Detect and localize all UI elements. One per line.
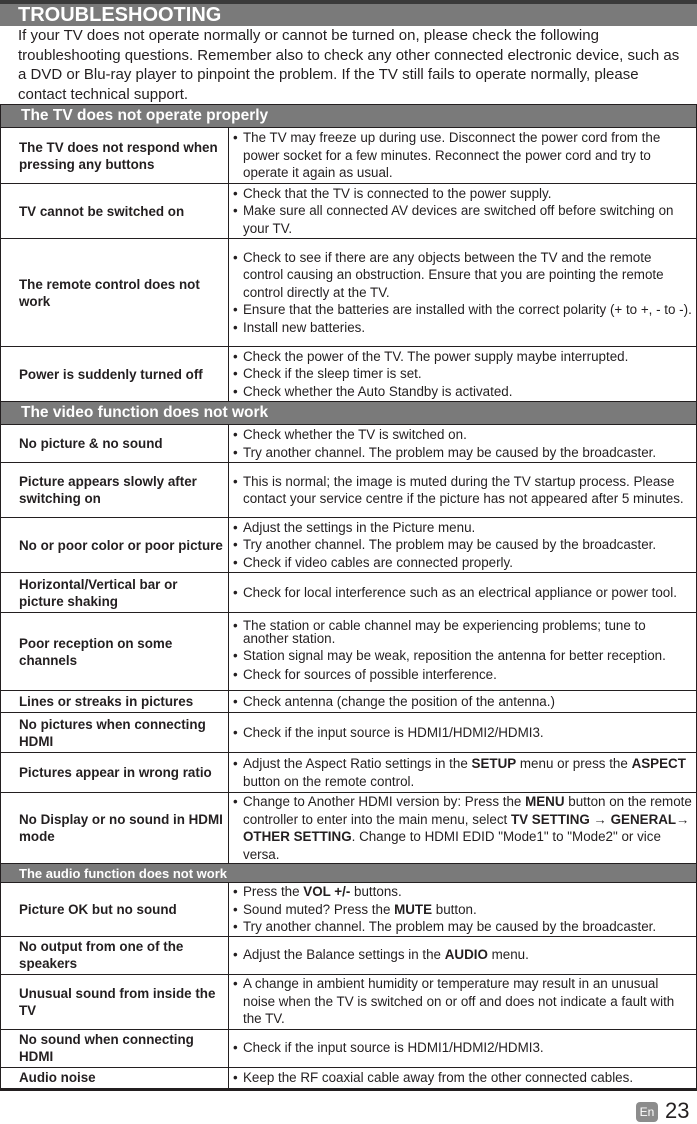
text-segment: Station signal may be weak, reposition the antenna for better reception.	[243, 648, 666, 664]
solution-item	[229, 619, 693, 645]
solution-item	[229, 1069, 693, 1087]
language-badge: En	[636, 1102, 658, 1122]
solution-item	[229, 319, 693, 337]
problem-cell: Picture appears slowly after switching on	[1, 463, 229, 518]
problem-cell: No Display or no sound in HDMI mode	[1, 793, 229, 864]
text-segment: Try another channel. The problem may be caused by the broadcaster.	[243, 537, 657, 553]
solution-cell	[229, 753, 697, 793]
text-segment: Try another channel. The problem may be caused by the broadcaster.	[243, 919, 657, 934]
solution-item	[229, 426, 693, 444]
section-title: The video function does not work	[1, 402, 697, 425]
text-segment: Check if the sleep timer is set.	[243, 366, 422, 382]
text-segment: menu or press the	[516, 756, 632, 771]
text-segment: Make sure all connected AV devices are switched off before switching on your TV.	[243, 203, 674, 236]
table-row	[1, 518, 697, 573]
problem-cell: Unusual sound from inside the TV	[1, 974, 229, 1029]
bold-term: MENU	[525, 794, 565, 809]
solution-cell	[229, 613, 697, 691]
table-row	[1, 613, 697, 691]
solution-item	[229, 755, 693, 790]
text-segment: Adjust the settings in the Picture menu.	[243, 519, 476, 535]
solution-item	[229, 249, 693, 302]
table-row	[1, 974, 697, 1029]
bold-term: MUTE	[394, 901, 433, 917]
text-segment: A change in ambient humidity or temperature may result in an unusual noise when the TV is switched on or off and does not indicate a fault with the TV.	[243, 976, 675, 1027]
section-title: The audio function does not work	[1, 864, 697, 883]
problem-cell: Audio noise	[1, 1067, 229, 1088]
solution-cell	[229, 974, 697, 1029]
section-header	[1, 864, 697, 883]
bold-term: SETUP	[471, 756, 517, 771]
table-row	[1, 1029, 697, 1067]
solution-item	[229, 1039, 693, 1057]
table-row	[1, 239, 697, 347]
solution-cell	[229, 128, 697, 184]
table-row	[1, 347, 697, 402]
text-segment: Check the power of the TV. The power supply maybe interrupted.	[243, 348, 629, 364]
table-row	[1, 883, 697, 937]
solution-item	[229, 554, 693, 572]
bold-term: ASPECT	[631, 756, 686, 771]
text-segment: Check antenna (change the position of the antenna.)	[243, 693, 555, 709]
solution-cell	[229, 347, 697, 402]
text-segment: Check that the TV is connected to the power supply.	[243, 185, 552, 201]
table-row	[1, 713, 697, 753]
text-segment: button on the remote controller to enter into the main menu, select	[243, 794, 692, 827]
solution-item	[229, 883, 693, 901]
troubleshooting-table	[0, 104, 697, 1089]
solution-item	[229, 946, 693, 964]
problem-cell: No output from one of the speakers	[1, 936, 229, 974]
text-segment: Check for sources of possible interference.	[243, 667, 497, 683]
text-segment: Adjust the Aspect Ratio settings in the	[243, 756, 472, 771]
text-segment: Change to Another HDMI version by: Press the	[243, 794, 526, 809]
text-segment: Keep the RF coaxial cable away from the other connected cables.	[243, 1069, 634, 1085]
problem-cell: Picture OK but no sound	[1, 883, 229, 937]
text-segment: The station or cable channel may be experiencing problems; tune to another station.	[243, 618, 646, 647]
text-segment: button.	[432, 901, 477, 917]
table-row	[1, 691, 697, 713]
text-segment: Ensure that the batteries are installed with the correct polarity (+ to +, - to -).	[243, 302, 692, 318]
solution-item	[229, 901, 693, 919]
section-header	[1, 105, 697, 128]
solution-item	[229, 202, 693, 237]
solution-item	[229, 185, 693, 203]
text-segment: . Change to HDMI EDID "Mode1" to "Mode2" or vice versa.	[243, 829, 661, 862]
bold-term: VOL +/-	[303, 884, 351, 899]
text-segment: This is normal; the image is muted during the TV startup process. Please contact your service centre if the picture has not appeared after 5 minutes.	[243, 473, 684, 506]
solution-cell	[229, 184, 697, 239]
solution-item	[229, 383, 693, 401]
solution-item	[229, 793, 693, 863]
problem-cell: Pictures appear in wrong ratio	[1, 753, 229, 793]
solution-cell	[229, 793, 697, 864]
table-row	[1, 936, 697, 974]
solution-cell	[229, 573, 697, 613]
solution-cell	[229, 463, 697, 518]
problem-cell: Power is suddenly turned off	[1, 347, 229, 402]
table-row	[1, 753, 697, 793]
problem-cell: Horizontal/Vertical bar or picture shaking	[1, 573, 229, 613]
text-segment: Check to see if there are any objects between the TV and the remote control causing an obstruction. Ensure that you are pointing the remote control directly at the TV.	[243, 249, 664, 300]
table-row	[1, 463, 697, 518]
solution-cell	[229, 883, 697, 937]
table-row	[1, 425, 697, 463]
text-segment: Sound muted? Press the	[243, 901, 395, 917]
solution-item	[229, 975, 693, 1028]
table-row	[1, 1067, 697, 1088]
intro-paragraph: If your TV does not operate normally or cannot be turned on, please check the following troubleshooting questions. Remember also to check any other connected electronic device, such as a DVD or Blu-ray player to pinpoint the problem. If the TV still fails to operate normally, please contact technical support.	[18, 27, 680, 103]
problem-cell: No or poor color or poor picture	[1, 518, 229, 573]
bold-term: AUDIO	[444, 947, 488, 963]
solution-cell	[229, 713, 697, 753]
solution-item	[229, 301, 693, 319]
problem-cell: No pictures when connecting HDMI	[1, 713, 229, 753]
solution-item	[229, 536, 693, 554]
text-segment: buttons.	[350, 884, 402, 899]
problem-cell: Lines or streaks in pictures	[1, 691, 229, 713]
solution-item	[229, 584, 693, 602]
text-segment: The TV may freeze up during use. Disconnect the power cord from the power socket for a few minutes. Reconnect the power cord and try to operate it again as usual.	[243, 130, 661, 181]
solution-item	[229, 666, 693, 684]
footer-rule	[0, 1089, 697, 1091]
page-title: TROUBLESHOOTING	[0, 4, 697, 26]
text-segment: Check for local interference such as an electrical appliance or power tool.	[243, 584, 677, 600]
text-segment: Press the	[243, 884, 304, 899]
problem-cell: Poor reception on some channels	[1, 613, 229, 691]
solution-item	[229, 365, 693, 383]
solution-cell	[229, 691, 697, 713]
solution-cell	[229, 1029, 697, 1067]
solution-cell	[229, 936, 697, 974]
table-row	[1, 184, 697, 239]
text-segment: Check whether the Auto Standby is activated.	[243, 383, 513, 399]
solution-item	[229, 693, 693, 711]
solution-item	[229, 918, 693, 936]
solution-cell	[229, 239, 697, 347]
text-segment: Install new batteries.	[243, 319, 366, 335]
solution-item	[229, 348, 693, 366]
text-segment: Check if video cables are connected properly.	[243, 554, 513, 570]
bold-term: TV SETTING → GENERAL→ OTHER SETTING	[243, 811, 690, 844]
solution-item	[229, 649, 693, 662]
problem-cell: The TV does not respond when pressing any buttons	[1, 128, 229, 184]
page-number: 23	[665, 1098, 690, 1123]
table-row	[1, 793, 697, 864]
text-segment: Check whether the TV is switched on.	[243, 427, 467, 442]
solution-cell	[229, 425, 697, 463]
text-segment: button on the remote control.	[243, 773, 415, 789]
text-segment: Check if the input source is HDMI1/HDMI2/HDMI3.	[243, 1040, 544, 1056]
section-title: The TV does not operate properly	[1, 105, 697, 128]
section-header	[1, 402, 697, 425]
text-segment: Adjust the Balance settings in the	[243, 947, 445, 963]
problem-cell: No sound when connecting HDMI	[1, 1029, 229, 1067]
solution-item	[229, 519, 693, 537]
solution-item	[229, 444, 693, 462]
solution-cell	[229, 1067, 697, 1088]
text-segment: menu.	[487, 947, 529, 963]
solution-cell	[229, 518, 697, 573]
table-row	[1, 128, 697, 184]
problem-cell: The remote control does not work	[1, 239, 229, 347]
text-segment: Try another channel. The problem may be caused by the broadcaster.	[243, 444, 657, 460]
solution-item	[229, 129, 693, 182]
text-segment: Check if the input source is HDMI1/HDMI2/HDMI3.	[243, 724, 544, 740]
solution-item	[229, 473, 693, 508]
problem-cell: No picture & no sound	[1, 425, 229, 463]
solution-item	[229, 724, 693, 742]
problem-cell: TV cannot be switched on	[1, 184, 229, 239]
table-row	[1, 573, 697, 613]
